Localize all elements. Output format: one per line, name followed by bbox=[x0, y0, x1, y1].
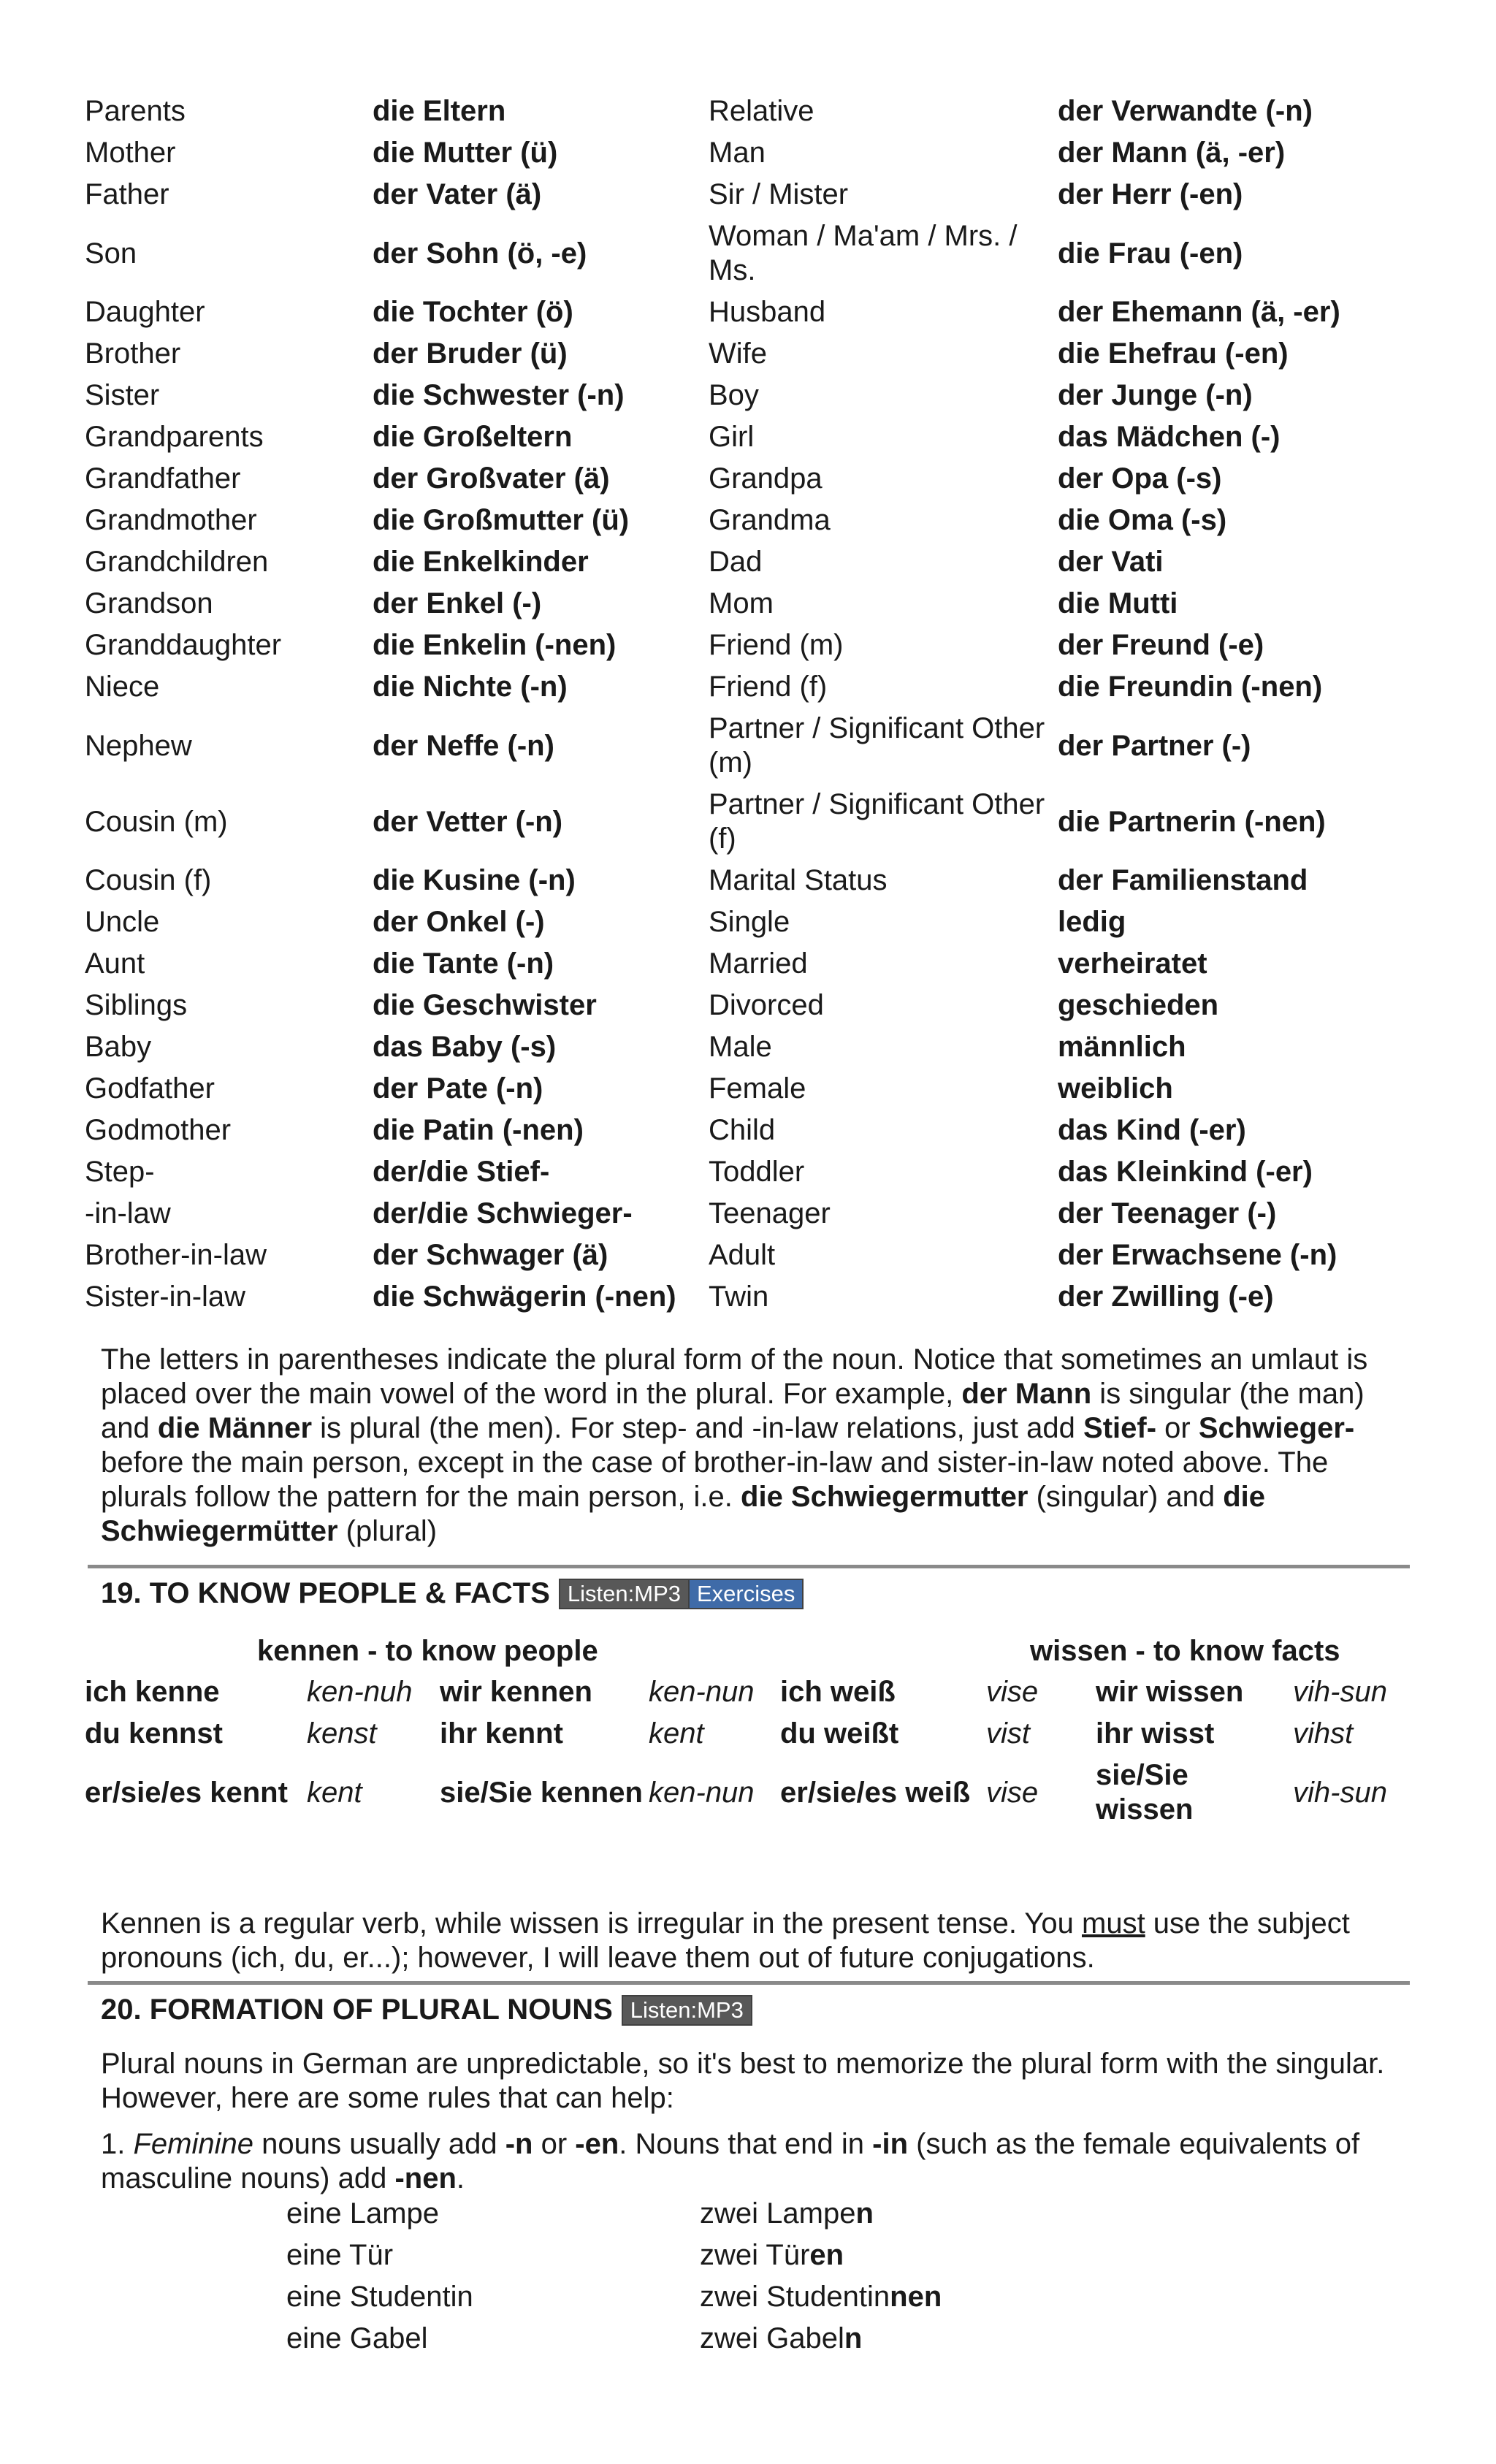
english-term: Mom bbox=[709, 587, 774, 619]
vocab-row bbox=[85, 215, 1370, 291]
german-term: der Partner (-) bbox=[1058, 729, 1251, 762]
german-term: der Familienstand bbox=[1058, 864, 1308, 896]
german-term: das Baby (-s) bbox=[373, 1031, 557, 1063]
vocab-row bbox=[85, 333, 1370, 375]
german-term: die Enkelin (-nen) bbox=[373, 629, 617, 661]
english-term: Cousin (m) bbox=[85, 805, 228, 838]
german-term: die Mutter (ü) bbox=[373, 137, 558, 169]
vocab-row bbox=[85, 375, 1370, 416]
vocab-row bbox=[85, 1235, 1370, 1276]
english-term: Grandparents bbox=[85, 421, 264, 453]
vocab-row bbox=[85, 1026, 1370, 1068]
pronunciation: vise bbox=[986, 1776, 1039, 1809]
german-term: der Sohn (ö, -e) bbox=[373, 237, 587, 270]
plural-stem: zwei Lampe bbox=[700, 2197, 856, 2230]
pronunciation: vih-sun bbox=[1293, 1776, 1387, 1809]
note-text: Kennen is a regular verb, while wissen is irregular in the present tense. You bbox=[101, 1907, 1082, 1939]
plural-stem: zwei Tür bbox=[700, 2239, 810, 2271]
rule-text: . Nouns that end in bbox=[619, 2128, 873, 2160]
note-text: before the main person, except in the case of brother-in-law and sister-in-law noted above. The plurals follow the pattern for the main person, i.e. bbox=[101, 1446, 1329, 1513]
note-bold: Stief- bbox=[1083, 1412, 1157, 1444]
pronunciation: kent bbox=[649, 1717, 704, 1750]
vocab-row bbox=[85, 291, 1370, 333]
plural-ending: en bbox=[809, 2239, 844, 2271]
german-term: der Bruder (ü) bbox=[373, 337, 568, 370]
english-term: Son bbox=[85, 237, 137, 270]
plural-form bbox=[700, 2281, 942, 2314]
plural-form bbox=[700, 2322, 862, 2355]
rule-bold: -in bbox=[872, 2128, 909, 2160]
singular-form: eine Tür bbox=[286, 2239, 394, 2271]
german-term: die Kusine (-n) bbox=[373, 864, 576, 896]
english-term: Female bbox=[709, 1072, 806, 1105]
vocab-row bbox=[85, 541, 1370, 583]
german-term: der Teenager (-) bbox=[1058, 1197, 1277, 1229]
german-term: die Mutti bbox=[1058, 587, 1178, 619]
german-term: die Eltern bbox=[373, 95, 506, 127]
vocab-row bbox=[85, 1068, 1370, 1110]
rule-text: nouns usually add bbox=[253, 2128, 505, 2160]
plural-ending: nen bbox=[890, 2281, 942, 2313]
vocab-row bbox=[85, 132, 1370, 174]
german-term: der Ehemann (ä, -er) bbox=[1058, 296, 1340, 328]
verb-form: wir wissen bbox=[1096, 1676, 1244, 1708]
german-term: der Onkel (-) bbox=[373, 906, 545, 938]
english-term: Wife bbox=[709, 337, 767, 370]
note-text: use the subject pronouns (ich, du, er...); however, I will leave them out of future conjugations. bbox=[101, 1907, 1350, 1974]
english-term: Brother bbox=[85, 337, 181, 370]
listen-mp3-button[interactable]: Listen:MP3 bbox=[622, 1995, 752, 2026]
rule-text: or bbox=[533, 2128, 576, 2160]
conjugation-header bbox=[85, 1630, 1400, 1671]
rule-text: . bbox=[456, 2162, 465, 2194]
english-term: Child bbox=[709, 1114, 776, 1146]
german-term: das Kleinkind (-er) bbox=[1058, 1156, 1313, 1188]
vocab-row bbox=[85, 1151, 1370, 1193]
vocab-row bbox=[85, 1193, 1370, 1235]
english-term: Partner / Significant Other (m) bbox=[709, 712, 1045, 779]
english-term: Aunt bbox=[85, 947, 145, 980]
rule-text: (such as the female equivalents of masculine nouns) add bbox=[101, 2128, 1360, 2194]
singular-form: eine Studentin bbox=[286, 2281, 473, 2313]
german-term: der Schwager (ä) bbox=[373, 1239, 608, 1271]
verb-form: ich weiß bbox=[780, 1676, 896, 1708]
vocab-row bbox=[85, 174, 1370, 215]
english-term: Man bbox=[709, 137, 766, 169]
section-19-heading bbox=[101, 1576, 804, 1611]
note-underline: must bbox=[1082, 1907, 1145, 1939]
german-term: die Tochter (ö) bbox=[373, 296, 573, 328]
english-term: Friend (m) bbox=[709, 629, 844, 661]
german-term: der Vati bbox=[1058, 546, 1164, 578]
german-term: der/die Stief- bbox=[373, 1156, 550, 1188]
english-term: Uncle bbox=[85, 906, 160, 938]
section-divider bbox=[88, 1981, 1410, 1985]
conjugation-row bbox=[85, 1671, 1400, 1713]
pronunciation: vihst bbox=[1293, 1717, 1354, 1750]
german-term: der Vater (ä) bbox=[373, 178, 542, 210]
vocab-row bbox=[85, 500, 1370, 541]
german-term: die Frau (-en) bbox=[1058, 237, 1243, 270]
english-term: Girl bbox=[709, 421, 755, 453]
plural-ending: n bbox=[844, 2322, 863, 2354]
vocab-row bbox=[85, 666, 1370, 708]
conjugation-table bbox=[85, 1630, 1400, 1831]
german-term: die Großeltern bbox=[373, 421, 573, 453]
vocab-row bbox=[85, 416, 1370, 458]
rule-bold: -nen bbox=[394, 2162, 457, 2194]
verb-form: ihr wisst bbox=[1096, 1717, 1215, 1750]
german-term: die Schwester (-n) bbox=[373, 379, 625, 411]
vocab-row bbox=[85, 901, 1370, 943]
plural-example-row bbox=[286, 2276, 1163, 2318]
german-term: ledig bbox=[1058, 906, 1126, 938]
english-term: Friend (f) bbox=[709, 671, 828, 703]
english-term: Parents bbox=[85, 95, 186, 127]
german-term: der Erwachsene (-n) bbox=[1058, 1239, 1337, 1271]
german-term: die Ehefrau (-en) bbox=[1058, 337, 1289, 370]
german-term: der Vetter (-n) bbox=[373, 805, 563, 838]
german-term: der Mann (ä, -er) bbox=[1058, 137, 1286, 169]
english-term: Grandpa bbox=[709, 462, 823, 495]
conjugation-row bbox=[85, 1713, 1400, 1755]
plural-ending: n bbox=[855, 2197, 874, 2230]
vocab-row bbox=[85, 583, 1370, 625]
german-term: die Freundin (-nen) bbox=[1058, 671, 1323, 703]
note-text: is singular (the man) and bbox=[101, 1378, 1365, 1444]
wissen-header: wissen - to know facts bbox=[1030, 1634, 1340, 1667]
feminine-rule-paragraph bbox=[101, 2127, 1401, 2196]
english-term: Mother bbox=[85, 137, 176, 169]
english-term: Woman / Ma'am / Mrs. / Ms. bbox=[709, 220, 1018, 286]
german-term: der Verwandte (-n) bbox=[1058, 95, 1313, 127]
english-term: Daughter bbox=[85, 296, 205, 328]
note-bold: der Mann bbox=[961, 1378, 1092, 1410]
pronunciation: vise bbox=[986, 1676, 1039, 1708]
verb-form: wir kennen bbox=[440, 1676, 592, 1708]
plural-intro-paragraph: Plural nouns in German are unpredictable, so it's best to memorize the plural form with the singular. However, here are some rules that can help: bbox=[101, 2048, 1385, 2114]
plural-examples-table bbox=[286, 2193, 1163, 2360]
pronunciation: vist bbox=[986, 1717, 1030, 1750]
english-term: Adult bbox=[709, 1239, 776, 1271]
english-term: Divorced bbox=[709, 989, 824, 1021]
kennen-wissen-note bbox=[101, 1907, 1401, 1975]
german-term: der Großvater (ä) bbox=[373, 462, 610, 495]
note-text: (plural) bbox=[337, 1515, 438, 1547]
german-term: der Enkel (-) bbox=[373, 587, 542, 619]
singular-form: eine Lampe bbox=[286, 2197, 440, 2230]
english-term: Male bbox=[709, 1031, 772, 1063]
pronunciation: ken-nun bbox=[649, 1776, 755, 1809]
rule-bold: -n bbox=[505, 2128, 533, 2160]
german-term: der/die Schwieger- bbox=[373, 1197, 633, 1229]
german-term: der Zwilling (-e) bbox=[1058, 1281, 1274, 1313]
english-term: Partner / Significant Other (f) bbox=[709, 788, 1045, 855]
english-term: Boy bbox=[709, 379, 759, 411]
german-term: der Junge (-n) bbox=[1058, 379, 1253, 411]
note-bold: die Schwiegermutter bbox=[741, 1481, 1028, 1513]
vocab-row bbox=[85, 784, 1370, 860]
section-19-title: 19. TO KNOW PEOPLE & FACTS bbox=[101, 1577, 550, 1609]
english-term: Cousin (f) bbox=[85, 864, 212, 896]
english-term: Grandchildren bbox=[85, 546, 269, 578]
english-term: Husband bbox=[709, 296, 826, 328]
section-20-title: 20. FORMATION OF PLURAL NOUNS bbox=[101, 1994, 613, 2026]
german-term: das Kind (-er) bbox=[1058, 1114, 1246, 1146]
verb-form: du kennst bbox=[85, 1717, 223, 1750]
verb-form: sie/Sie wissen bbox=[1096, 1759, 1194, 1826]
note-text: is plural (the men). For step- and -in-law relations, just add bbox=[312, 1412, 1084, 1444]
pronunciation: ken-nun bbox=[649, 1676, 755, 1708]
conjugation-rows bbox=[85, 1671, 1400, 1831]
note-text: (singular) and bbox=[1028, 1481, 1224, 1513]
english-term: Niece bbox=[85, 671, 160, 703]
plural-stem: zwei Gabel bbox=[700, 2322, 844, 2354]
english-term: Sister-in-law bbox=[85, 1281, 246, 1313]
vocab-row bbox=[85, 1110, 1370, 1151]
german-term: die Partnerin (-nen) bbox=[1058, 805, 1326, 838]
vocab-row bbox=[85, 625, 1370, 666]
note-bold: Schwieger- bbox=[1198, 1412, 1355, 1444]
plural-stem: zwei Studentin bbox=[700, 2281, 890, 2313]
family-vocabulary-table bbox=[85, 91, 1370, 1318]
verb-form: er/sie/es weiß bbox=[780, 1776, 971, 1809]
english-term: -in-law bbox=[85, 1197, 171, 1229]
german-term: weiblich bbox=[1058, 1072, 1173, 1105]
german-term: der Neffe (-n) bbox=[373, 729, 554, 762]
plural-example-row bbox=[286, 2318, 1163, 2360]
english-term: Dad bbox=[709, 546, 763, 578]
vocab-row bbox=[85, 1276, 1370, 1318]
english-term: Single bbox=[709, 906, 790, 938]
german-term: der Herr (-en) bbox=[1058, 178, 1243, 210]
rule-number: 1. bbox=[101, 2128, 134, 2160]
english-term: Married bbox=[709, 947, 808, 980]
verb-form: sie/Sie kennen bbox=[440, 1776, 643, 1809]
pronunciation: ken-nuh bbox=[307, 1676, 413, 1708]
rule-bold: -en bbox=[575, 2128, 619, 2160]
german-term: verheiratet bbox=[1058, 947, 1207, 980]
german-term: die Oma (-s) bbox=[1058, 504, 1227, 536]
english-term: Godfather bbox=[85, 1072, 215, 1105]
english-term: Nephew bbox=[85, 729, 192, 762]
verb-form: er/sie/es kennt bbox=[85, 1776, 288, 1809]
plural-note-paragraph bbox=[101, 1343, 1401, 1549]
vocab-row bbox=[85, 708, 1370, 784]
english-term: Step- bbox=[85, 1156, 155, 1188]
english-term: Twin bbox=[709, 1281, 769, 1313]
german-term: der Opa (-s) bbox=[1058, 462, 1222, 495]
german-term: die Großmutter (ü) bbox=[373, 504, 630, 536]
verb-form: ihr kennt bbox=[440, 1717, 563, 1750]
vocab-row bbox=[85, 985, 1370, 1026]
english-term: Grandma bbox=[709, 504, 831, 536]
note-text: The letters in parentheses indicate the plural form of the noun. Notice that sometimes an umlaut is placed over the main vowel of the word in the plural. For example, bbox=[101, 1343, 1368, 1410]
german-term: die Nichte (-n) bbox=[373, 671, 568, 703]
english-term: Grandfather bbox=[85, 462, 241, 495]
german-term: der Pate (-n) bbox=[373, 1072, 543, 1105]
english-term: Granddaughter bbox=[85, 629, 282, 661]
english-term: Marital Status bbox=[709, 864, 888, 896]
section-20-heading bbox=[101, 1993, 752, 2027]
english-term: Baby bbox=[85, 1031, 152, 1063]
vocab-row bbox=[85, 458, 1370, 500]
verb-form: du weißt bbox=[780, 1717, 899, 1750]
english-term: Brother-in-law bbox=[85, 1239, 267, 1271]
german-term: männlich bbox=[1058, 1031, 1186, 1063]
verb-form: ich kenne bbox=[85, 1676, 220, 1708]
english-term: Godmother bbox=[85, 1114, 232, 1146]
plural-example-row bbox=[286, 2193, 1163, 2235]
english-term: Toddler bbox=[709, 1156, 805, 1188]
english-term: Grandson bbox=[85, 587, 213, 619]
vocab-row bbox=[85, 860, 1370, 901]
english-term: Sister bbox=[85, 379, 160, 411]
german-term: das Mädchen (-) bbox=[1058, 421, 1281, 453]
plural-example-row bbox=[286, 2235, 1163, 2276]
vocab-row bbox=[85, 943, 1370, 985]
english-term: Father bbox=[85, 178, 169, 210]
kennen-header: kennen - to know people bbox=[257, 1634, 598, 1667]
english-term: Relative bbox=[709, 95, 814, 127]
pronunciation: kenst bbox=[307, 1717, 377, 1750]
english-term: Siblings bbox=[85, 989, 188, 1021]
plural-form bbox=[700, 2197, 874, 2230]
plural-form bbox=[700, 2239, 844, 2272]
english-term: Sir / Mister bbox=[709, 178, 849, 210]
vocab-row bbox=[85, 91, 1370, 132]
exercises-button[interactable]: Exercises bbox=[690, 1579, 804, 1609]
german-term: die Tante (-n) bbox=[373, 947, 554, 980]
german-term: die Schwägerin (-nen) bbox=[373, 1281, 676, 1313]
rule-italic: Feminine bbox=[133, 2128, 253, 2160]
note-bold: die Schwiegermütter bbox=[101, 1481, 1266, 1547]
listen-mp3-button[interactable]: Listen:MP3 bbox=[559, 1579, 690, 1609]
pronunciation: kent bbox=[307, 1776, 362, 1809]
note-bold: die Männer bbox=[157, 1412, 313, 1444]
section-divider bbox=[88, 1565, 1410, 1568]
german-term: die Enkelkinder bbox=[373, 546, 589, 578]
german-term: die Geschwister bbox=[373, 989, 597, 1021]
conjugation-row bbox=[85, 1755, 1400, 1831]
german-term: die Patin (-nen) bbox=[373, 1114, 584, 1146]
english-term: Grandmother bbox=[85, 504, 257, 536]
german-term: geschieden bbox=[1058, 989, 1219, 1021]
singular-form: eine Gabel bbox=[286, 2322, 428, 2354]
pronunciation: vih-sun bbox=[1293, 1676, 1387, 1708]
note-text: or bbox=[1156, 1412, 1199, 1444]
german-term: der Freund (-e) bbox=[1058, 629, 1264, 661]
english-term: Teenager bbox=[709, 1197, 831, 1229]
